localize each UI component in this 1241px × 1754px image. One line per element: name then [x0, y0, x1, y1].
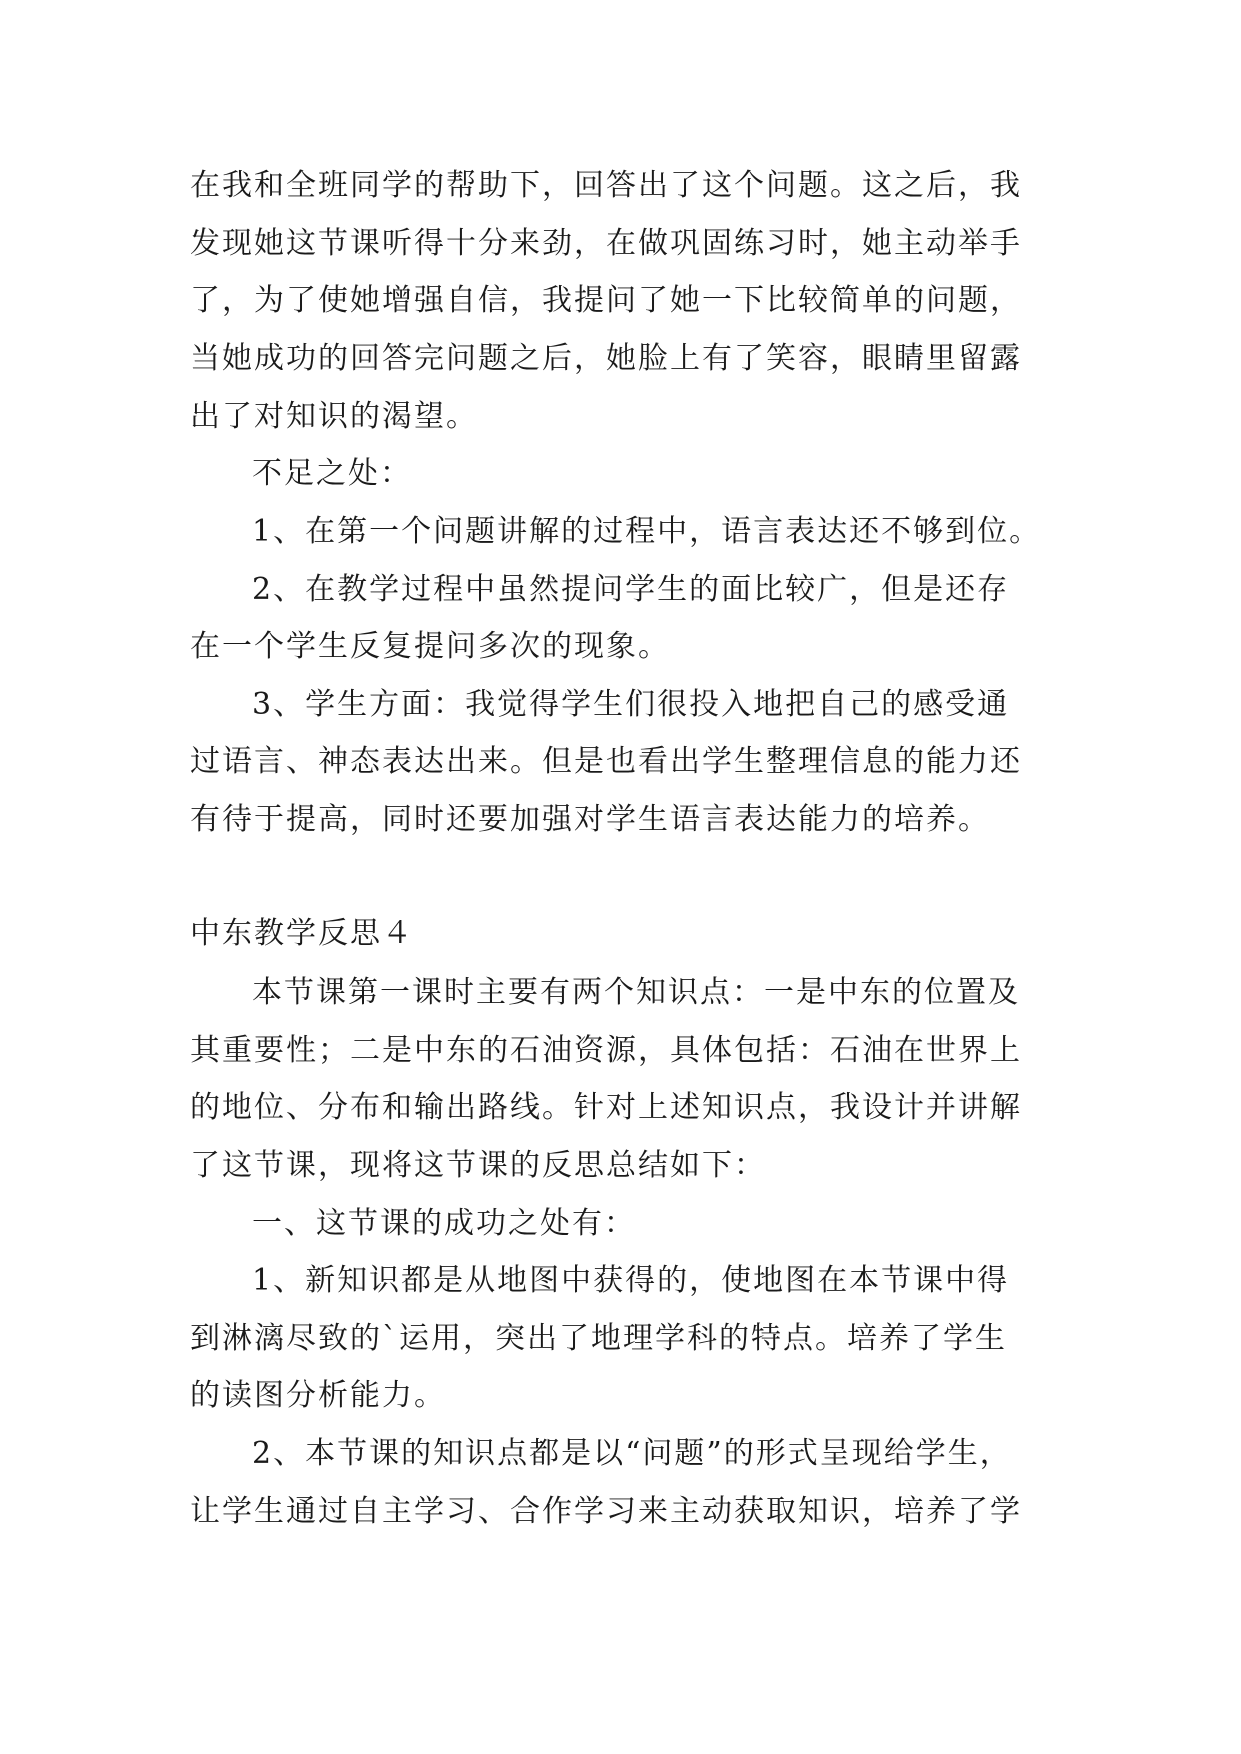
- paragraph-line: 在一个学生反复提问多次的现象。: [190, 629, 670, 664]
- list-item: 1、在第一个问题讲解的过程中，语言表达还不够到位。: [252, 514, 1042, 549]
- paragraph-line: 出了对知识的渴望。: [190, 399, 478, 434]
- section-label-shortcomings: 不足之处：: [252, 456, 412, 491]
- list-item: 1、新知识都是从地图中获得的，使地图在本节课中得: [252, 1263, 1010, 1298]
- paragraph-line: 到淋漓尽致的`运用，突出了地理学科的特点。培养了学生: [190, 1321, 1007, 1356]
- list-item: 2、在教学过程中虽然提问学生的面比较广，但是还存: [252, 572, 1010, 607]
- paragraph-line: 有待于提高，同时还要加强对学生语言表达能力的培养。: [190, 802, 990, 837]
- paragraph-line: 当她成功的回答完问题之后，她脸上有了笑容，眼睛里留露: [190, 341, 1022, 376]
- paragraph-line: 发现她这节课听得十分来劲，在做巩固练习时，她主动举手: [190, 226, 1022, 261]
- paragraph-line: 在我和全班同学的帮助下，回答出了这个问题。这之后，我: [190, 168, 1022, 203]
- paragraph-line: 了这节课，现将这节课的反思总结如下：: [190, 1148, 766, 1183]
- list-item: 3、学生方面：我觉得学生们很投入地把自己的感受通: [252, 687, 1010, 722]
- paragraph-line: 本节课第一课时主要有两个知识点：一是中东的位置及: [252, 975, 1020, 1010]
- list-item: 2、本节课的知识点都是以“问题”的形式呈现给学生，: [252, 1436, 1012, 1471]
- section-title: 中东教学反思４: [190, 916, 414, 951]
- paragraph-line: 其重要性；二是中东的石油资源，具体包括：石油在世界上: [190, 1033, 1022, 1068]
- section-label-successes: 一、这节课的成功之处有：: [252, 1206, 636, 1241]
- paragraph-line: 过语言、神态表达出来。但是也看出学生整理信息的能力还: [190, 744, 1022, 779]
- paragraph-line: 了，为了使她增强自信，我提问了她一下比较简单的问题，: [190, 283, 1022, 318]
- paragraph-line: 的地位、分布和输出路线。针对上述知识点，我设计并讲解: [190, 1090, 1022, 1125]
- paragraph-line: 让学生通过自主学习、合作学习来主动获取知识，培养了学: [190, 1494, 1022, 1529]
- paragraph-line: 的读图分析能力。: [190, 1378, 446, 1413]
